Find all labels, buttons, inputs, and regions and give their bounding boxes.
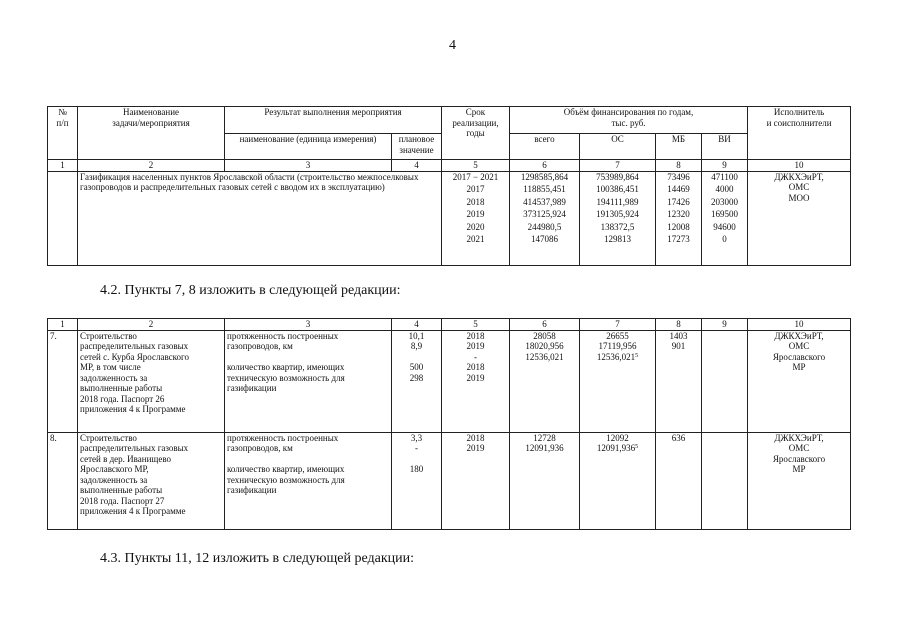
vi-value: 203000 xyxy=(711,196,739,207)
planned-value: - xyxy=(415,443,418,453)
vi-value: 94600 xyxy=(713,221,736,232)
year-value: 2018 xyxy=(466,362,485,372)
executor-line: ДЖКХЭиРТ, xyxy=(774,171,824,182)
year-value: 2018 xyxy=(466,432,485,443)
col-number: 1 xyxy=(48,319,78,331)
col-number: 8 xyxy=(656,319,702,331)
mb-value: 1403 xyxy=(669,330,688,341)
name-line: распределительных газовых xyxy=(80,443,189,453)
os-value-footnoted xyxy=(582,352,653,363)
mb-value: 17273 xyxy=(667,234,690,244)
name-line: Строительство xyxy=(80,432,137,443)
col-number: 6 xyxy=(510,319,580,331)
item-number: 8. xyxy=(48,432,78,529)
item-years xyxy=(442,330,510,432)
total-cell xyxy=(510,171,580,265)
header-term: Срок реализации, годы xyxy=(442,107,510,160)
mb-cell xyxy=(656,171,702,265)
col-number: 5 xyxy=(442,160,510,172)
result-line: количество квартир, имеющих xyxy=(227,362,345,372)
col-number: 3 xyxy=(225,160,392,172)
os-value: 191305,924 xyxy=(596,209,639,219)
program-table-header-section xyxy=(47,106,851,266)
result-line: газопроводов, км xyxy=(227,443,293,453)
executor-line: ОМС xyxy=(788,341,810,351)
name-line: выполненные работы xyxy=(80,383,163,393)
total-value: 12536,021 xyxy=(525,351,564,362)
total-value: 414537,989 xyxy=(523,196,566,207)
section-heading-4-2: 4.2. Пункты 7, 8 изложить в следующей редакции: xyxy=(100,283,401,298)
executor-line: ОМС xyxy=(788,182,810,192)
col-number: 1 xyxy=(48,160,78,172)
os-value-footnoted xyxy=(582,443,653,454)
executor-line: МР xyxy=(792,362,806,372)
year-value: 2019 xyxy=(466,209,485,219)
header-executor: Исполнитель и соисполнители xyxy=(748,107,851,160)
col-number: 4 xyxy=(392,319,442,331)
total-value: 1298585,864 xyxy=(520,171,569,182)
header-os: ОС xyxy=(580,134,656,160)
years-cell xyxy=(442,171,510,265)
name-line: задолженность за xyxy=(80,474,148,485)
planned-value xyxy=(394,454,439,465)
mb-value: 901 xyxy=(671,341,686,351)
name-line: МР, в том числе xyxy=(80,362,141,372)
col-number: 6 xyxy=(510,160,580,172)
planned-value: 298 xyxy=(409,372,424,383)
year-value: 2018 xyxy=(466,330,485,341)
header-name: Наименование задачи/мероприятия xyxy=(78,107,225,160)
mb-value: 73496 xyxy=(667,171,690,182)
result-line: количество квартир, имеющих xyxy=(227,464,345,474)
mb-value: 12320 xyxy=(667,209,690,219)
name-line: Ярославского МР, xyxy=(80,464,149,474)
col-number: 10 xyxy=(748,319,851,331)
item-executor xyxy=(748,330,851,432)
year-value: 2017 xyxy=(466,184,485,194)
name-line: сетей с. Курба Ярославского xyxy=(80,351,190,362)
name-line: приложения 4 к Программе xyxy=(80,506,186,516)
item-result xyxy=(225,432,392,529)
mb-value: 17426 xyxy=(667,196,690,207)
column-number-row xyxy=(48,160,851,172)
col-number: 4 xyxy=(392,160,442,172)
item-total xyxy=(510,432,580,529)
vi-value: 4000 xyxy=(715,184,734,194)
column-number-row xyxy=(48,319,851,331)
col-number: 10 xyxy=(748,160,851,172)
year-value: 2020 xyxy=(466,221,485,232)
program-table-items-7-8 xyxy=(47,318,851,530)
table-row-item-8 xyxy=(48,432,851,529)
name-line: приложения 4 к Программе xyxy=(80,404,186,414)
col-number: 2 xyxy=(78,160,225,172)
col-number: 3 xyxy=(225,319,392,331)
year-value: 2019 xyxy=(466,372,485,383)
col-number: 5 xyxy=(442,319,510,331)
result-line: газификации xyxy=(227,383,277,393)
name-line: задолженность за xyxy=(80,372,148,383)
name-line: сетей в дер. Иванищево xyxy=(80,453,172,464)
col-number: 7 xyxy=(580,319,656,331)
os-value: 753989,864 xyxy=(596,171,639,182)
col-number: 8 xyxy=(656,160,702,172)
result-line: газификации xyxy=(227,485,277,495)
item-years xyxy=(442,432,510,529)
item-mb xyxy=(656,330,702,432)
planned-value: 8,9 xyxy=(410,341,423,351)
header-funding: Объём финансирования по годам, тыс. руб. xyxy=(510,107,748,134)
item-os xyxy=(580,330,656,432)
year-value: 2021 xyxy=(466,234,485,244)
item-mb xyxy=(656,432,702,529)
os-value: 100386,451 xyxy=(596,184,639,194)
page-number: 4 xyxy=(449,38,456,53)
header-total: всего xyxy=(510,134,580,160)
executor-line: ДЖКХЭиРТ, xyxy=(774,330,824,341)
item-number: 7. xyxy=(48,330,78,432)
vi-value: 0 xyxy=(722,234,727,244)
task-name xyxy=(78,171,442,265)
vi-value: 169500 xyxy=(711,209,739,219)
mb-value: 14469 xyxy=(667,184,690,194)
planned-value: 10,1 xyxy=(408,330,425,341)
item-result xyxy=(225,330,392,432)
os-value: 26655 xyxy=(606,330,629,341)
footnote-marker: 5 xyxy=(635,444,639,450)
table-row-gasification xyxy=(48,171,851,265)
name-line: 2018 года. Паспорт 27 xyxy=(80,495,165,506)
mb-value: 12008 xyxy=(667,221,690,232)
item-name xyxy=(78,330,225,432)
total-value: 244980,5 xyxy=(527,221,562,232)
table-row-item-7 xyxy=(48,330,851,432)
executor-line: Ярославского xyxy=(772,453,826,464)
total-value: 12728 xyxy=(533,432,556,443)
header-mb: МБ xyxy=(656,134,702,160)
item-vi xyxy=(702,432,748,529)
executor-cell xyxy=(748,171,851,265)
os-value: 138372,5 xyxy=(600,221,635,232)
total-value: 147086 xyxy=(531,234,558,244)
year-value: 2018 xyxy=(466,196,485,207)
vi-cell xyxy=(702,171,748,265)
os-value: 17119,956 xyxy=(598,341,637,351)
item-planned xyxy=(392,432,442,529)
result-line xyxy=(227,454,389,465)
os-value: 12091,936 xyxy=(596,443,636,453)
result-line: техническую возможность для xyxy=(227,372,345,383)
col-number: 9 xyxy=(702,160,748,172)
header-result-name: наименование (единица измерения) xyxy=(225,134,392,160)
total-value: 12091,936 xyxy=(525,443,564,453)
planned-value xyxy=(394,352,439,363)
os-value: 12536,021 xyxy=(596,351,636,362)
total-value: 118855,451 xyxy=(523,184,566,194)
year-value: 2019 xyxy=(466,443,485,453)
col-number: 9 xyxy=(702,319,748,331)
executor-line: МР xyxy=(792,464,806,474)
result-line xyxy=(227,352,389,363)
os-value: 12092 xyxy=(606,432,629,443)
item-os xyxy=(580,432,656,529)
header-vi: ВИ xyxy=(702,134,748,160)
total-value: 28058 xyxy=(533,330,556,341)
section-heading-4-3: 4.3. Пункты 11, 12 изложить в следующей редакции: xyxy=(100,551,414,566)
name-line: распределительных газовых xyxy=(80,341,189,351)
os-value: 129813 xyxy=(604,234,631,244)
os-cell xyxy=(580,171,656,265)
executor-line: ОМС xyxy=(788,443,810,453)
planned-value: 3,3 xyxy=(410,432,423,443)
header-result: Результат выполнения мероприятия xyxy=(225,107,442,134)
item-vi xyxy=(702,330,748,432)
executor-line: Ярославского xyxy=(772,351,826,362)
mb-value: 636 xyxy=(671,432,686,443)
total-value: 18020,956 xyxy=(525,341,564,351)
result-line: протяженность построенных xyxy=(227,330,339,341)
footnote-marker: 5 xyxy=(635,352,639,359)
year-value: - xyxy=(474,351,477,362)
col-number: 2 xyxy=(78,319,225,331)
header-no: № п/п xyxy=(48,107,78,160)
vi-value: 471100 xyxy=(711,171,738,182)
item-name xyxy=(78,432,225,529)
result-line: протяженность построенных xyxy=(227,432,339,443)
name-line: выполненные работы xyxy=(80,485,163,495)
year-value: 2017 − 2021 xyxy=(452,171,499,182)
result-line: газопроводов, км xyxy=(227,341,293,351)
item-executor xyxy=(748,432,851,529)
col-number: 7 xyxy=(580,160,656,172)
planned-value: 500 xyxy=(409,362,424,372)
name-line: Строительство xyxy=(80,330,137,341)
item-total xyxy=(510,330,580,432)
os-value: 194111,989 xyxy=(596,196,639,207)
total-value: 373125,924 xyxy=(523,209,566,219)
planned-value: 180 xyxy=(409,464,424,474)
item-planned xyxy=(392,330,442,432)
task-name-text: Газификация населенных пунктов Ярославской области (строительство межпоселковых газопроводов и распределительных газовых сетей с вводом их в эксплуатацию) xyxy=(80,171,419,192)
header-planned: плановое значение xyxy=(392,134,442,160)
name-line: 2018 года. Паспорт 26 xyxy=(80,393,165,404)
executor-line: ДЖКХЭиРТ, xyxy=(774,432,824,443)
year-value: 2019 xyxy=(466,341,485,351)
executor-line: МОО xyxy=(788,192,810,203)
result-line: техническую возможность для xyxy=(227,474,345,485)
